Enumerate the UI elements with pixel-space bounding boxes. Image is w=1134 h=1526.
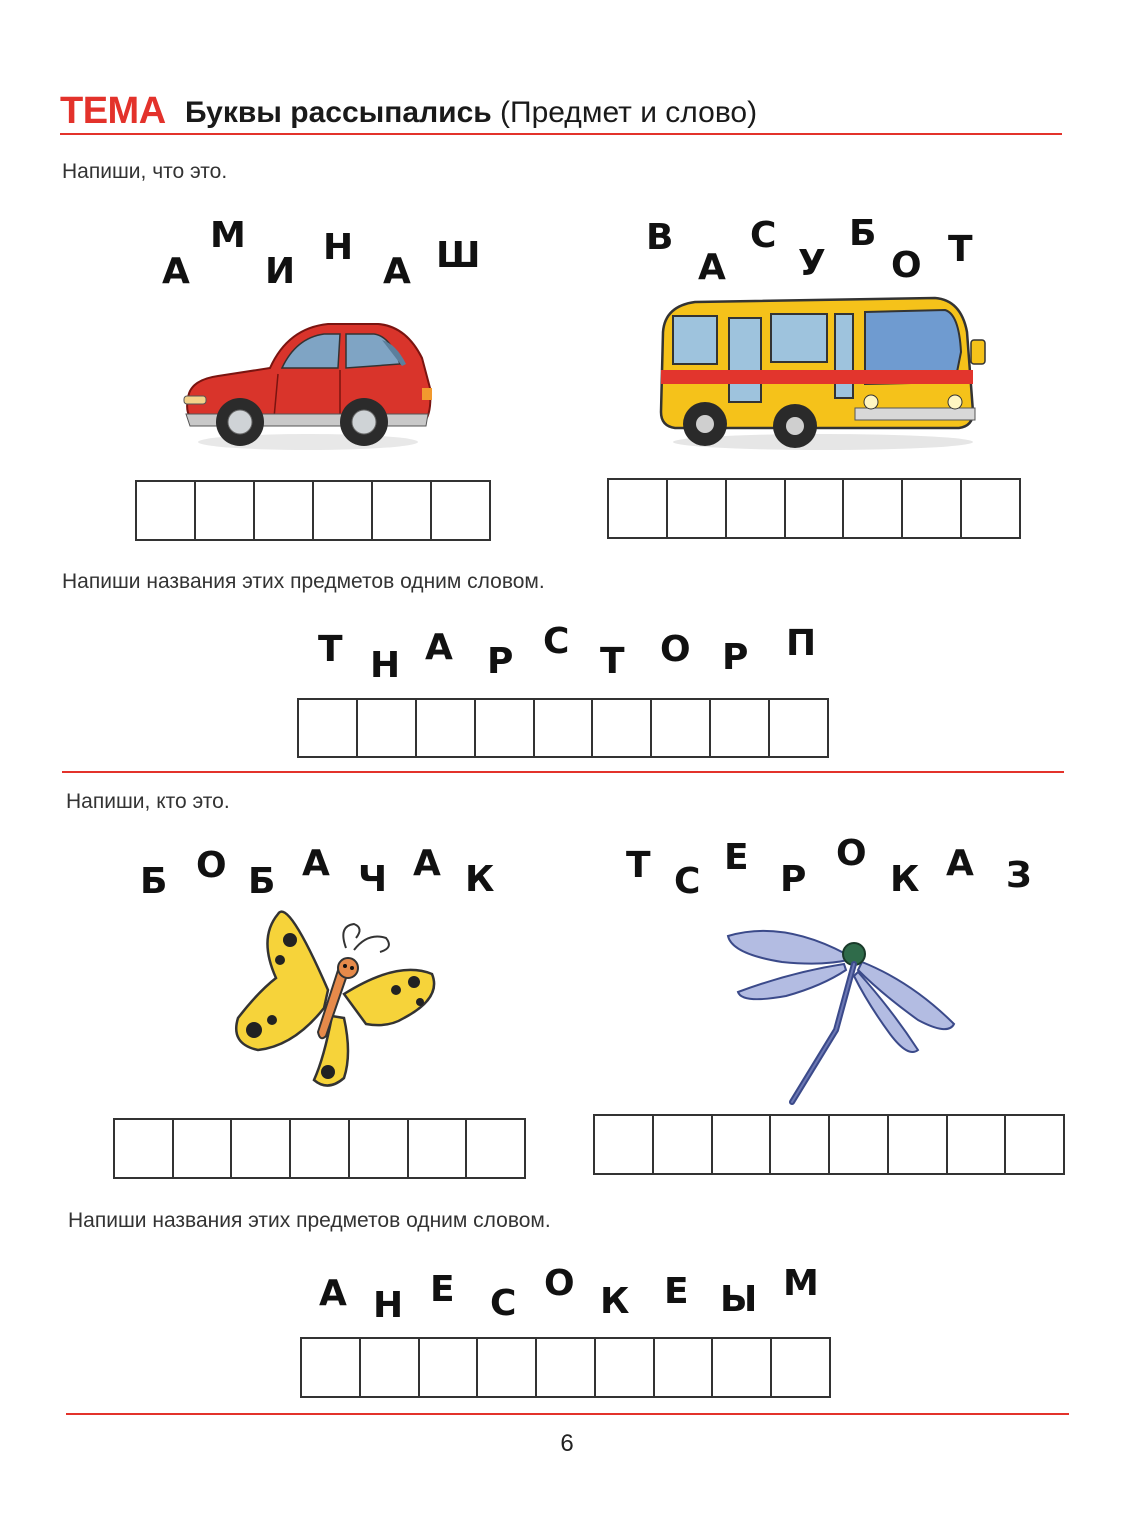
bus-answer-grid[interactable] [607,478,1021,539]
answer-cell[interactable] [830,1116,889,1173]
dragonfly-letter: З [1006,855,1032,896]
transport-letter: С [543,621,570,662]
butterfly-letter: К [465,859,495,900]
car-letter: Ш [436,235,481,276]
answer-cell[interactable] [595,1116,654,1173]
transport-letter: Т [600,641,625,682]
header-divider [60,133,1062,135]
insects-letter: Е [664,1271,689,1312]
answer-cell[interactable] [420,1339,479,1396]
bus-letter: О [891,245,922,286]
answer-cell[interactable] [417,700,476,756]
answer-cell[interactable] [137,482,196,539]
answer-cell[interactable] [962,480,1019,537]
dragonfly-letter: Р [780,859,807,900]
answer-cell[interactable] [535,700,594,756]
title-subtitle: (Предмет и слово) [500,96,758,129]
butterfly-letter: О [196,845,227,886]
answer-cell[interactable] [711,700,770,756]
answer-cell[interactable] [727,480,786,537]
answer-cell[interactable] [713,1339,772,1396]
instruction-what-is-it: Напиши, что это. [62,160,228,183]
insects-letter: О [544,1263,575,1304]
answer-cell[interactable] [786,480,845,537]
answer-cell[interactable] [772,1339,829,1396]
butterfly-answer-grid[interactable] [113,1118,526,1179]
answer-cell[interactable] [361,1339,420,1396]
dragonfly-answer-grid[interactable] [593,1114,1065,1175]
answer-cell[interactable] [373,482,432,539]
answer-cell[interactable] [654,1116,713,1173]
insects-letter: С [490,1283,517,1324]
bus-letter: Т [948,229,973,270]
answer-cell[interactable] [432,482,489,539]
car-letter: А [383,251,411,292]
car-letter: И [265,251,296,292]
answer-cell[interactable] [115,1120,174,1177]
transport-letter: А [425,627,453,668]
butterfly-icon [228,908,442,1098]
answer-cell[interactable] [844,480,903,537]
transport-letter: Р [487,641,514,682]
answer-cell[interactable] [196,482,255,539]
bus-letter: А [698,247,726,288]
butterfly-letter: Ч [358,859,388,900]
answer-cell[interactable] [609,480,668,537]
butterfly-letter: Б [248,861,276,902]
dragonfly-letter: Т [626,845,651,886]
answer-cell[interactable] [350,1120,409,1177]
answer-cell[interactable] [713,1116,772,1173]
section-divider [62,771,1064,773]
answer-cell[interactable] [409,1120,468,1177]
transport-answer-grid[interactable] [297,698,829,758]
answer-cell[interactable] [358,700,417,756]
car-letter: Н [323,227,354,268]
dragonfly-letter: К [890,859,920,900]
transport-letter: Н [370,645,401,686]
insects-letter: Н [373,1285,404,1326]
answer-cell[interactable] [655,1339,714,1396]
bus-letter: У [798,243,826,284]
page-title [185,96,757,130]
answer-cell[interactable] [596,1339,655,1396]
answer-cell[interactable] [593,700,652,756]
answer-cell[interactable] [299,700,358,756]
answer-cell[interactable] [770,700,827,756]
transport-letter: П [786,623,817,664]
dragonfly-letter: С [674,861,701,902]
answer-cell[interactable] [478,1339,537,1396]
topic-label: ТЕМА [60,90,166,132]
instruction-one-word: Напиши названия этих предметов одним словом. [62,570,545,593]
car-letter: М [210,215,246,256]
instruction-one-word: Напиши названия этих предметов одним словом. [68,1209,551,1232]
dragonfly-letter: А [946,843,974,884]
insects-letter: Е [430,1269,455,1310]
butterfly-letter: Б [140,861,168,902]
answer-cell[interactable] [1006,1116,1063,1173]
bus-letter: Б [849,213,877,254]
butterfly-letter: А [413,843,441,884]
answer-cell[interactable] [668,480,727,537]
answer-cell[interactable] [771,1116,830,1173]
dragonfly-letter: О [836,833,867,874]
dragonfly-icon [722,910,962,1106]
dragonfly-letter: Е [724,837,749,878]
answer-cell[interactable] [467,1120,524,1177]
page-header [60,88,1060,136]
answer-cell[interactable] [314,482,373,539]
butterfly-letter: А [302,843,330,884]
bus-letter: С [750,215,777,256]
transport-letter: Р [722,637,749,678]
title-main: Буквы рассыпались [185,96,492,129]
answer-cell[interactable] [652,700,711,756]
car-letter: А [162,251,190,292]
page-number: 6 [560,1430,574,1457]
answer-cell[interactable] [232,1120,291,1177]
transport-letter: О [660,629,691,670]
insects-letter: А [319,1273,347,1314]
transport-letter: Т [318,629,343,670]
insects-letter: М [783,1263,819,1304]
insects-answer-grid[interactable] [300,1337,831,1398]
answer-cell[interactable] [255,482,314,539]
answer-cell[interactable] [903,480,962,537]
red-car-icon [178,318,434,458]
insects-letter: К [600,1281,630,1322]
insects-letter: Ы [720,1279,758,1320]
answer-cell[interactable] [302,1339,361,1396]
bus-letter: В [646,217,674,258]
answer-cell[interactable] [948,1116,1007,1173]
car-answer-grid[interactable] [135,480,491,541]
yellow-bus-icon [655,292,990,452]
answer-cell[interactable] [174,1120,233,1177]
answer-cell[interactable] [291,1120,350,1177]
answer-cell[interactable] [476,700,535,756]
answer-cell[interactable] [537,1339,596,1396]
instruction-who-is-it: Напиши, кто это. [66,790,230,813]
answer-cell[interactable] [889,1116,948,1173]
footer-divider [66,1413,1069,1415]
